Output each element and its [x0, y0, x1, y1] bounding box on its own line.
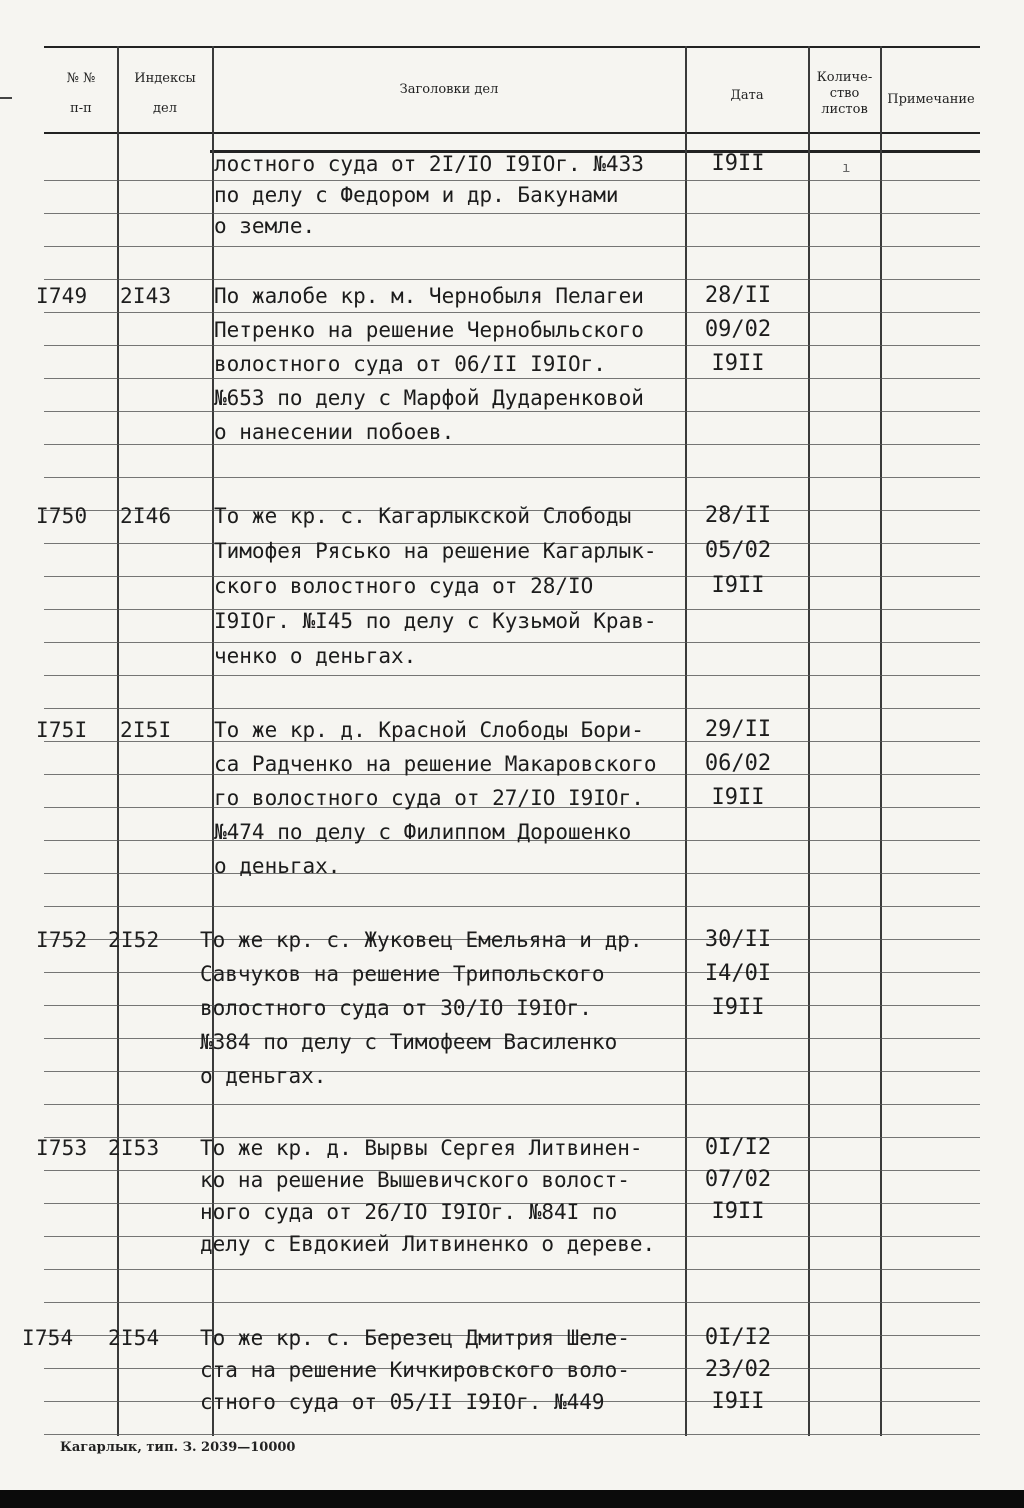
record-date: 05/02 — [704, 538, 772, 563]
record-date: 09/02 — [704, 317, 772, 342]
ruled-line — [44, 180, 980, 181]
record-title-line: лостного суда от 2I/IO I9IOг. №433 — [214, 152, 644, 176]
record-title-line: Петренко на решение Чернобыльского — [214, 318, 644, 342]
ruled-line — [44, 279, 980, 280]
record-title-line: о деньгах. — [200, 1064, 327, 1088]
header-bottom-border — [44, 132, 980, 134]
record-title-line: го волостного суда от 27/IO I9IOг. — [214, 786, 644, 810]
record-title-line: По жалобе кр. м. Чернобыля Пелагеи — [214, 284, 644, 308]
ruled-line — [44, 1104, 980, 1105]
record-date: I4/0I — [704, 961, 772, 986]
record-date: I9II — [711, 1199, 765, 1224]
record-title-line: ченко о деньгах. — [214, 644, 417, 668]
record-title-line: №474 по делу с Филиппом Дорошенко — [214, 820, 632, 844]
header-number: № № п-п — [66, 71, 96, 116]
print-footer: Кагарлык, тип. З. 2039—10000 — [60, 1440, 296, 1455]
record-title-line: ста на решение Кичкировского воло- — [200, 1358, 630, 1382]
record-title-line: То же кр. с. Кагарлыкской Слободы — [214, 504, 632, 528]
record-date: 29/II — [704, 717, 772, 742]
record-date: 06/02 — [704, 751, 772, 776]
ruled-line — [44, 477, 980, 478]
ruled-line — [44, 1269, 980, 1270]
record-title-line: ного суда от 26/IO I9IOг. №84I по — [200, 1200, 618, 1224]
record-title-line: о земле. — [214, 214, 316, 238]
record-index: 2I5I — [120, 718, 172, 742]
record-title-line: са Радченко на решение Макаровского — [214, 752, 657, 776]
record-title-line: Савчуков на решение Трипольского — [200, 962, 605, 986]
record-title-line: ского волостного суда от 28/IO — [214, 574, 594, 598]
margin-mark — [0, 97, 12, 99]
record-title-line: волостного суда от 06/II I9IOг. — [214, 352, 606, 376]
record-date: I9II — [711, 785, 765, 810]
header-sheets: Количе- ство листов — [816, 70, 873, 117]
ruled-line — [44, 675, 980, 676]
record-date: 28/II — [704, 283, 772, 308]
record-title-line: о нанесении побоев. — [214, 420, 455, 444]
ruled-line — [44, 312, 980, 313]
record-number: I750 — [36, 504, 88, 528]
record-date: I9II — [711, 351, 765, 376]
record-title-line: по делу с Федором и др. Бакунами — [214, 183, 619, 207]
record-index: 2I43 — [120, 284, 172, 308]
ruled-line — [44, 444, 980, 445]
record-title-line: волостного суда от 30/IO I9IOг. — [200, 996, 592, 1020]
record-index: 2I52 — [108, 928, 160, 952]
record-date: 0I/I2 — [704, 1135, 772, 1160]
record-date: 30/II — [704, 927, 772, 952]
record-index: 2I53 — [108, 1136, 160, 1160]
record-date: 23/02 — [704, 1357, 772, 1382]
record-title-line: стного суда от 05/II I9IOг. №449 — [200, 1390, 605, 1414]
record-date: I9II — [711, 573, 765, 598]
record-title-line: делу с Евдокией Литвиненко о дереве. — [200, 1232, 656, 1256]
record-number: I75I — [36, 718, 88, 742]
record-date: I9II — [711, 151, 765, 176]
header-index: Индексы дел — [134, 71, 196, 116]
ruled-line — [44, 1302, 980, 1303]
record-title-line: №653 по делу с Марфой Дударенковой — [214, 386, 644, 410]
header-titles: Заголовки дел — [399, 82, 499, 97]
header-date: Дата — [730, 88, 764, 103]
ruled-line — [44, 642, 980, 643]
ruled-line — [44, 1071, 980, 1072]
record-title-line: То же кр. с. Березец Дмитрия Шеле- — [200, 1326, 630, 1350]
record-title-line: №384 по делу с Тимофеем Василенко — [200, 1030, 618, 1054]
ruled-line — [44, 246, 980, 247]
ruled-line — [44, 378, 980, 379]
ruled-line — [44, 906, 980, 907]
record-number: I752 — [36, 928, 88, 952]
record-number: I749 — [36, 284, 88, 308]
table-top-border — [44, 46, 980, 48]
record-date: I9II — [711, 1389, 765, 1414]
record-number: I753 — [36, 1136, 88, 1160]
ruled-line — [44, 873, 980, 874]
ruled-line — [44, 345, 980, 346]
record-title-line: Тимофея Рясько на решение Кагарлык- — [214, 539, 657, 563]
record-title-line: То же кр. д. Красной Слободы Бори- — [214, 718, 644, 742]
scan-edge — [0, 1490, 1024, 1508]
pen-mark: ı — [842, 160, 851, 176]
record-date: 0I/I2 — [704, 1325, 772, 1350]
record-title-line: I9IOг. №I45 по делу с Кузьмой Крав- — [214, 609, 657, 633]
record-number: I754 — [22, 1326, 74, 1350]
ruled-line — [44, 411, 980, 412]
header-note: Примечание — [887, 92, 975, 107]
record-title-line: о деньгах. — [214, 854, 341, 878]
ruled-line — [44, 708, 980, 709]
record-title-line: ко на решение Вышевичского волост- — [200, 1168, 630, 1192]
ruled-line — [44, 1434, 980, 1435]
record-date: 28/II — [704, 503, 772, 528]
record-title-line: То же кр. д. Вырвы Сергея Литвинен- — [200, 1136, 643, 1160]
ruled-line — [44, 213, 980, 214]
record-date: I9II — [711, 995, 765, 1020]
record-index: 2I54 — [108, 1326, 160, 1350]
record-date: 07/02 — [704, 1167, 772, 1192]
record-index: 2I46 — [120, 504, 172, 528]
record-title-line: То же кр. с. Жуковец Емельяна и др. — [200, 928, 643, 952]
